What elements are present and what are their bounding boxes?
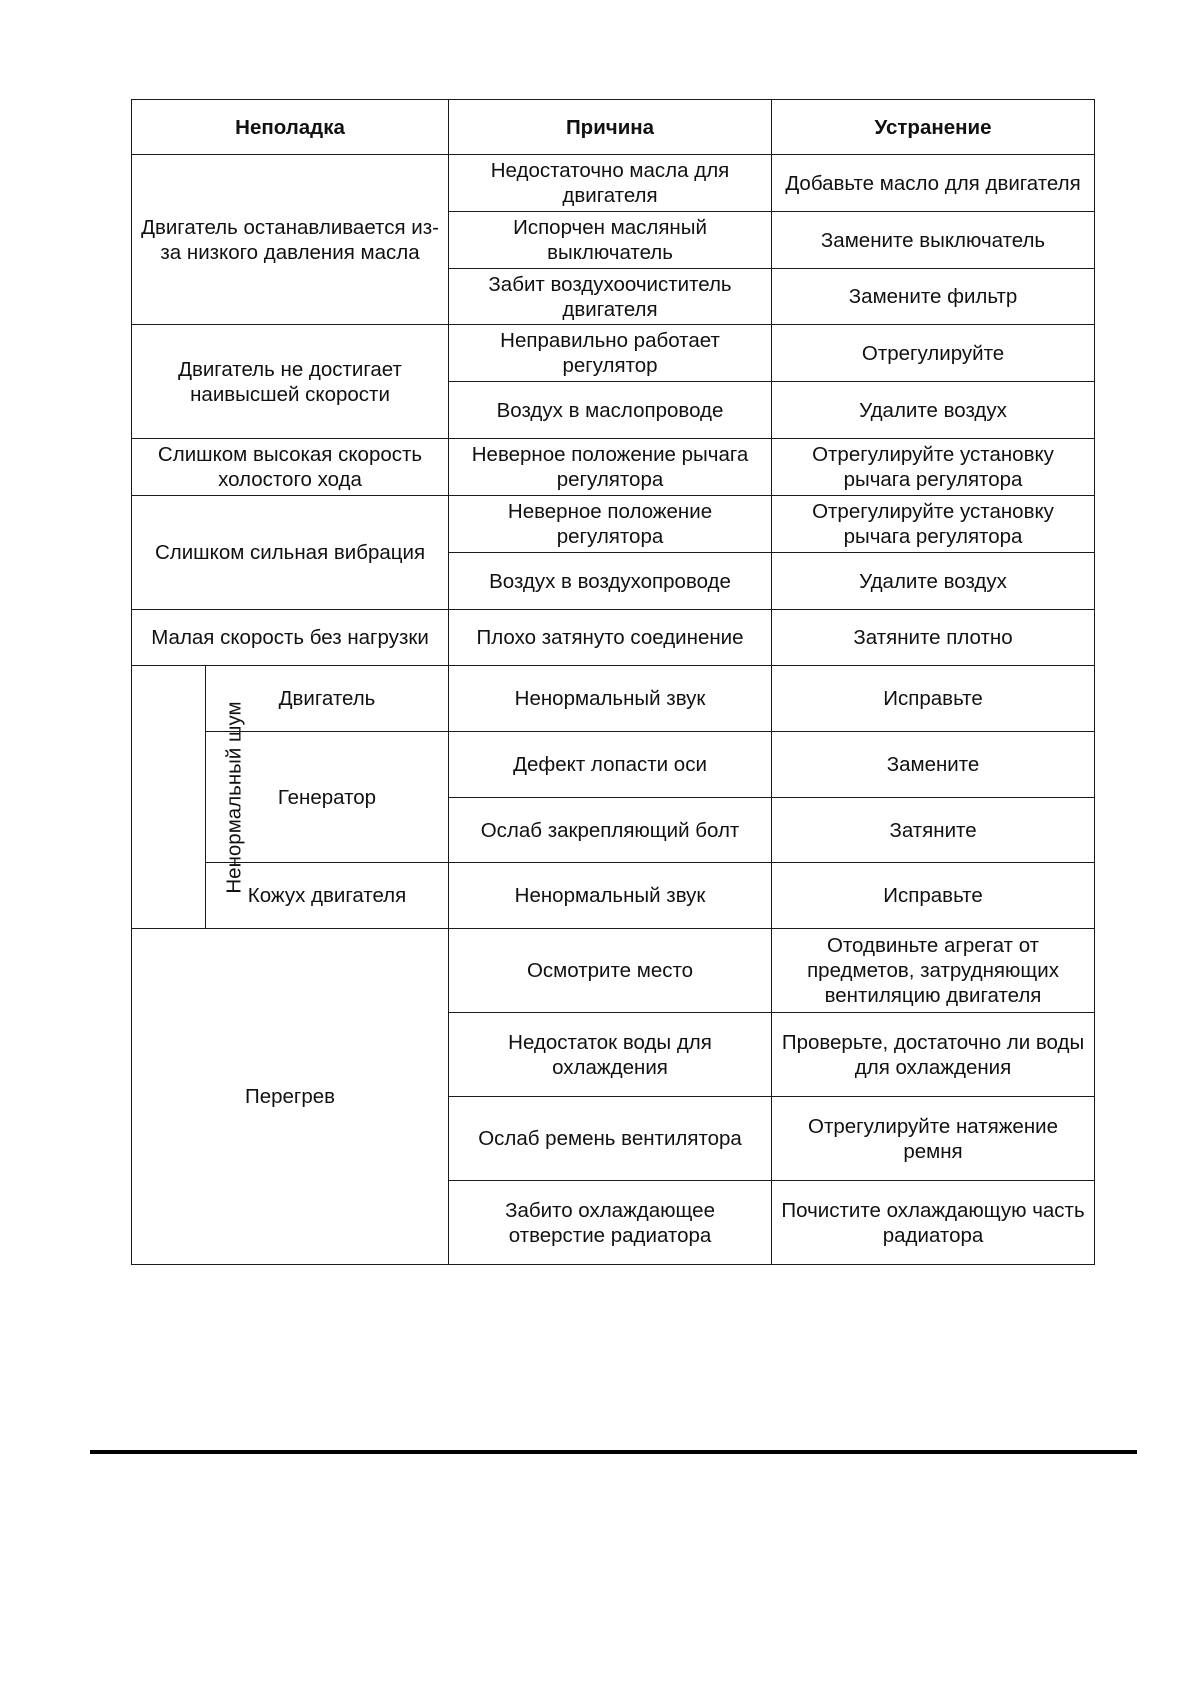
table-row xyxy=(132,929,1095,1013)
problem-cell: Двигатель останавливается из-за низкого давления масла xyxy=(132,155,449,325)
table-row xyxy=(132,732,1095,798)
cause-cell: Забит воздухоочиститель двигателя xyxy=(449,269,772,325)
table-row xyxy=(132,610,1095,666)
cause-cell: Осмотрите место xyxy=(449,929,772,1013)
remedy-cell: Отрегулируйте xyxy=(772,325,1095,382)
remedy-cell: Удалите воздух xyxy=(772,553,1095,610)
remedy-cell: Отодвиньте агрегат от предметов, затрудняющих вентиляцию двигателя xyxy=(772,929,1095,1013)
part-cell: Генератор xyxy=(206,732,449,863)
cause-cell: Забито охлаждающее отверстие радиатора xyxy=(449,1181,772,1265)
problem-cell: Слишком высокая скорость холостого хода xyxy=(132,439,449,496)
header-remedy: Устранение xyxy=(772,100,1095,155)
remedy-cell: Замените выключатель xyxy=(772,212,1095,269)
troubleshooting-table xyxy=(131,99,1095,1265)
remedy-cell: Проверьте, достаточно ли воды для охлаждения xyxy=(772,1013,1095,1097)
cause-cell: Неправильно работает регулятор xyxy=(449,325,772,382)
remedy-cell: Затяните плотно xyxy=(772,610,1095,666)
remedy-cell: Добавьте масло для двигателя xyxy=(772,155,1095,212)
cause-cell: Ненормальный звук xyxy=(449,666,772,732)
cause-cell: Неверное положение регулятора xyxy=(449,496,772,553)
remedy-cell: Затяните xyxy=(772,798,1095,863)
remedy-cell: Замените фильтр xyxy=(772,269,1095,325)
cause-cell: Испорчен масляный выключатель xyxy=(449,212,772,269)
remedy-cell: Исправьте xyxy=(772,666,1095,732)
remedy-cell: Отрегулируйте установку рычага регулятора xyxy=(772,496,1095,553)
cause-cell: Плохо затянуто соединение xyxy=(449,610,772,666)
problem-cell: Перегрев xyxy=(132,929,449,1265)
problem-cell: Слишком сильная вибрация xyxy=(132,496,449,610)
remedy-cell: Удалите воздух xyxy=(772,382,1095,439)
cause-cell: Ненормальный звук xyxy=(449,863,772,929)
table-row xyxy=(132,155,1095,212)
cause-cell: Ослаб ремень вентилятора xyxy=(449,1097,772,1181)
abnormal-noise-label: Ненормальный шум xyxy=(222,700,246,894)
table-row xyxy=(132,439,1095,496)
problem-cell: Двигатель не достигает наивысшей скорости xyxy=(132,325,449,439)
table-row xyxy=(132,496,1095,553)
footer-rule xyxy=(90,1450,1137,1454)
header-problem: Неполадка xyxy=(132,100,449,155)
table-row xyxy=(132,325,1095,382)
remedy-cell: Отрегулируйте натяжение ремня xyxy=(772,1097,1095,1181)
cause-cell: Неверное положение рычага регулятора xyxy=(449,439,772,496)
header-row xyxy=(132,100,1095,155)
part-cell: Двигатель xyxy=(206,666,449,732)
table-row xyxy=(132,863,1095,929)
cause-cell: Ослаб закрепляющий болт xyxy=(449,798,772,863)
remedy-cell: Отрегулируйте установку рычага регулятора xyxy=(772,439,1095,496)
problem-cell-rotated xyxy=(132,666,246,929)
cause-cell: Воздух в маслопроводе xyxy=(449,382,772,439)
remedy-cell: Почистите охлаждающую часть радиатора xyxy=(772,1181,1095,1265)
problem-cell: Малая скорость без нагрузки xyxy=(132,610,449,666)
table-row xyxy=(132,666,1095,732)
cause-cell: Дефект лопасти оси xyxy=(449,732,772,798)
header-cause: Причина xyxy=(449,100,772,155)
cause-cell: Недостаток воды для охлаждения xyxy=(449,1013,772,1097)
remedy-cell: Замените xyxy=(772,732,1095,798)
cause-cell: Воздух в воздухопроводе xyxy=(449,553,772,610)
remedy-cell: Исправьте xyxy=(772,863,1095,929)
cause-cell: Недостаточно масла для двигателя xyxy=(449,155,772,212)
part-cell: Кожух двигателя xyxy=(206,863,449,929)
